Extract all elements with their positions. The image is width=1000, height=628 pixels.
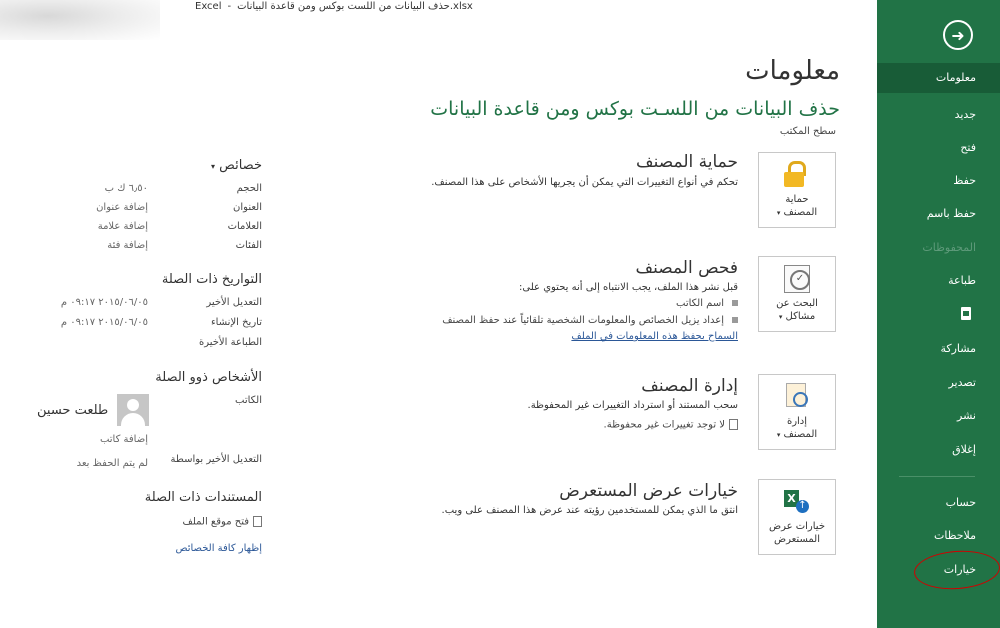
window-title-separator: - [227, 1, 232, 12]
sidebar-item-account[interactable]: حساب [945, 496, 976, 509]
chevron-down-icon: ▾ [776, 209, 781, 217]
document-title: حذف البيانات من اللسـت بوكس ومن قاعدة البيانات [430, 98, 840, 120]
window-title-file: حذف البيانات من اللست بوكس ومن قاعدة البيانات.xlsx [237, 1, 473, 12]
manage-workbook-label [777, 415, 817, 442]
unsaved-changes-note [604, 419, 738, 431]
document-icon [729, 419, 738, 430]
related-dates-header: التواريخ ذات الصلة [161, 272, 262, 287]
sidebar-item-open[interactable]: فتح [960, 141, 976, 154]
browser-view-options-label-line1: خيارات عرض [768, 521, 826, 532]
property-value[interactable]: إضافة فئة [107, 240, 148, 251]
browser-view-options-title: خيارات عرض المستعرض [559, 481, 738, 501]
document-path[interactable]: سطح المكتب [779, 126, 836, 137]
related-people-header: الأشخاص ذوو الصلة [155, 370, 262, 385]
sidebar-item-share[interactable]: مشاركة [940, 342, 976, 355]
sidebar-item-save-as[interactable]: حفظ باسم [926, 207, 976, 220]
titlebar-background [0, 0, 160, 40]
browser-view-options-label-line2: المستعرض [774, 534, 820, 545]
last-modified-by-key: التعديل الأخير بواسطة [170, 454, 262, 465]
browser-view-options-button[interactable] [758, 479, 836, 555]
browser-view-options-label [769, 520, 825, 546]
sidebar-document-icon[interactable] [961, 307, 971, 320]
chevron-down-icon: ▾ [776, 431, 781, 439]
manage-workbook-label-line1: إدارة [786, 416, 808, 427]
protect-workbook-title: حماية المصنف [636, 152, 738, 172]
list-item-text: إعداد يزيل الخصائص والمعلومات الشخصية تلقائياً عند حفظ المصنف [442, 315, 724, 326]
date-key: التعديل الأخير [206, 297, 262, 308]
sidebar-item-new[interactable]: جديد [954, 108, 976, 121]
sidebar-item-save[interactable]: حفظ [953, 174, 976, 187]
back-arrow-icon[interactable]: ➜ [943, 20, 973, 50]
bullet-square-icon [732, 300, 738, 306]
protect-workbook-label-line2: المصنف [783, 207, 818, 218]
list-item [676, 298, 738, 309]
list-item [442, 315, 738, 326]
sidebar-item-feedback[interactable]: ملاحظات [934, 529, 976, 542]
property-value[interactable]: إضافة علامة [97, 221, 148, 232]
allow-save-info-link[interactable]: السماح بحفظ هذه المعلومات في الملف [571, 331, 738, 342]
protect-workbook-label [777, 193, 817, 220]
open-file-location-label: فتح موقع الملف [182, 516, 249, 528]
inspect-document-icon [784, 265, 810, 293]
bullet-square-icon [732, 317, 738, 323]
manage-workbook-icon [784, 383, 810, 411]
sidebar-item-publish[interactable]: نشر [957, 409, 976, 422]
check-for-issues-label [776, 297, 818, 324]
author-key: الكاتب [235, 395, 262, 406]
excel-globe-icon [784, 488, 810, 516]
check-for-issues-label-line2: مشاكل [785, 311, 816, 322]
manage-workbook-button[interactable] [758, 374, 836, 450]
chevron-down-icon: ▾ [778, 313, 783, 321]
property-key: العنوان [233, 202, 262, 213]
sidebar-item-export[interactable]: تصدير [948, 376, 976, 389]
manage-workbook-description: سحب المستند أو استرداد التغييرات غير المحفوظة. [527, 400, 738, 411]
manage-workbook-label-line2: المصنف [783, 429, 818, 440]
related-documents-header: المستندات ذات الصلة [144, 490, 262, 505]
inspect-workbook-description: قبل نشر هذا الملف، يجب الانتباه إلى أنه يحتوي على: [519, 282, 738, 293]
unsaved-changes-text: لا توجد تغييرات غير محفوظة. [603, 419, 725, 431]
list-item-text: اسم الكاتب [676, 298, 724, 309]
window-title [195, 1, 473, 12]
avatar [117, 394, 149, 426]
property-value: ٦٫٥٠ ك ب [104, 183, 148, 194]
sidebar-item-info[interactable]: معلومات [877, 63, 1000, 93]
inspect-workbook-title: فحص المصنف [635, 258, 738, 278]
property-key: الحجم [236, 183, 262, 194]
protect-workbook-button[interactable] [758, 152, 836, 228]
document-icon [253, 516, 262, 527]
open-file-location[interactable] [182, 516, 262, 528]
date-value: ٢٠١٥/٠٦/٠٥ ٠٩:١٧ م [60, 317, 148, 328]
property-key: العلامات [227, 221, 262, 232]
lock-icon [784, 161, 810, 189]
properties-header[interactable] [211, 158, 262, 173]
manage-workbook-title: إدارة المصنف [641, 376, 738, 396]
property-value[interactable]: إضافة عنوان [96, 202, 148, 213]
protect-workbook-label-line1: حماية [785, 194, 809, 205]
properties-header-label: خصائص [219, 158, 262, 173]
sidebar-item-history: المحفوظات [922, 241, 976, 254]
sidebar-item-close[interactable]: إغلاق [952, 443, 976, 456]
chevron-down-icon: ▾ [211, 162, 216, 171]
sidebar-item-print[interactable]: طباعة [948, 274, 976, 287]
sidebar-divider [899, 476, 975, 477]
page-title: معلومات [745, 56, 840, 86]
window-title-app: Excel [195, 1, 222, 12]
backstage-sidebar [877, 0, 1000, 628]
check-for-issues-button[interactable] [758, 256, 836, 332]
show-all-properties-link[interactable]: إظهار كافة الخصائص [175, 543, 262, 554]
author-name[interactable]: طلعت حسين [37, 403, 109, 418]
sidebar-item-options[interactable]: خيارات [943, 563, 976, 576]
property-key: الفئات [235, 240, 262, 251]
protect-workbook-description: تحكم في أنواع التغييرات التي يمكن أن يجريها الأشخاص على هذا المصنف. [431, 177, 738, 188]
date-value: ٢٠١٥/٠٦/٠٥ ٠٩:١٧ م [60, 297, 148, 308]
add-author-link[interactable]: إضافة كاتب [99, 434, 148, 445]
last-modified-by-value: لم يتم الحفظ بعد [76, 458, 148, 469]
date-key: الطباعة الأخيرة [198, 337, 262, 348]
browser-view-options-description: انتق ما الذي يمكن للمستخدمين رؤيته عند عرض هذا المصنف على ويب. [441, 505, 738, 516]
date-key: تاريخ الإنشاء [210, 317, 262, 328]
check-for-issues-label-line1: البحث عن [776, 298, 818, 309]
